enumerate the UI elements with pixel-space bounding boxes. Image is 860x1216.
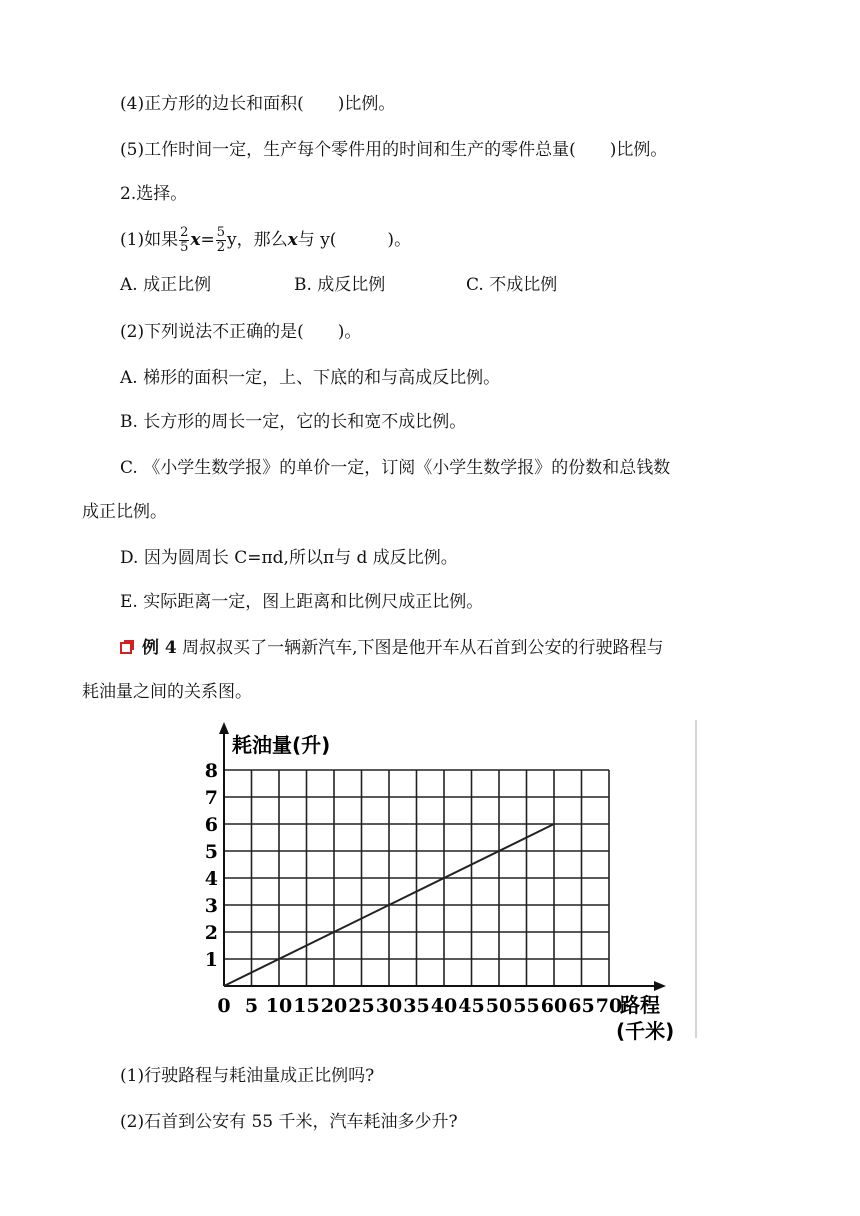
equals-sign: = xyxy=(200,230,215,250)
variable-x: x xyxy=(287,230,298,250)
y-tick-label: 6 xyxy=(204,814,218,836)
y-tick-label: 2 xyxy=(204,922,218,944)
choice-question-1 xyxy=(120,224,411,256)
y-axis-arrow-icon xyxy=(219,722,229,734)
q1-option-b: B. 成反比例 xyxy=(294,275,386,295)
x-axis-unit: (千米) xyxy=(616,1019,675,1042)
y-tick-label: 7 xyxy=(204,787,218,809)
fuel-distance-chart xyxy=(180,712,700,1042)
fraction-numerator: 5 xyxy=(216,225,226,240)
q2-option-e: E. 实际距离一定，图上距离和比例尺成正比例。 xyxy=(120,592,484,612)
example-4-line1 xyxy=(120,636,664,660)
variable-x: x xyxy=(190,230,201,250)
q2-option-d: D. 因为圆周长 C=πd,所以π与 d 成反比例。 xyxy=(120,548,458,568)
x-tick-label: 25 xyxy=(348,995,375,1017)
example-4-text: 周叔叔买了一辆新汽车,下图是他开车从石首到公安的行驶路程与 xyxy=(176,638,664,658)
fraction-numerator: 2 xyxy=(180,225,189,240)
section-2-heading: 2.选择。 xyxy=(120,184,188,204)
x-tick-label: 65 xyxy=(568,995,595,1017)
chart-axes xyxy=(219,722,666,991)
chart-grid xyxy=(224,770,609,986)
chart-labels xyxy=(205,733,675,1042)
x-tick-label: 55 xyxy=(513,995,540,1017)
q1-option-a: A. 成正比例 xyxy=(120,275,212,295)
sub-question-1: (1)行驶路程与耗油量成正比例吗? xyxy=(120,1066,375,1086)
question-4: (4)正方形的边长和面积( )比例。 xyxy=(120,94,396,114)
fraction-five-halves xyxy=(216,226,226,255)
fraction-denominator: 2 xyxy=(216,240,226,255)
x-tick-label: 35 xyxy=(403,995,430,1017)
x-tick-label: 20 xyxy=(320,995,348,1017)
x-tick-label: 0 xyxy=(217,995,231,1017)
q1-option-c: C. 不成比例 xyxy=(466,275,558,295)
y-tick-label: 3 xyxy=(204,895,218,917)
q1-end: 与 y( )。 xyxy=(297,230,412,250)
q1-middle: y，那么 xyxy=(227,230,288,250)
x-tick-label: 15 xyxy=(293,995,320,1017)
choice-question-2: (2)下列说法不正确的是( )。 xyxy=(120,322,362,342)
x-tick-label: 45 xyxy=(458,995,485,1017)
q1-prefix: (1)如果 xyxy=(120,230,179,250)
q2-option-a: A. 梯形的面积一定，上、下底的和与高成反比例。 xyxy=(120,368,501,388)
y-tick-label: 5 xyxy=(204,841,218,863)
x-tick-label: 5 xyxy=(244,995,259,1017)
sub-question-2: (2)石首到公安有 55 千米，汽车耗油多少升? xyxy=(120,1112,458,1132)
x-tick-label: 50 xyxy=(485,995,513,1017)
q2-option-b: B. 长方形的周长一定，它的长和宽不成比例。 xyxy=(120,412,467,432)
q2-option-c-line2: 成正比例。 xyxy=(82,502,167,522)
y-axis-title: 耗油量(升) xyxy=(232,733,331,757)
x-tick-label: 40 xyxy=(430,995,458,1017)
y-tick-label: 8 xyxy=(204,760,218,782)
example-4-line2: 耗油量之间的关系图。 xyxy=(82,682,252,702)
y-tick-label: 1 xyxy=(204,949,218,971)
example-4-label: 例 4 xyxy=(142,638,177,658)
example-marker-icon xyxy=(120,642,132,654)
x-tick-label: 10 xyxy=(265,995,293,1017)
fraction-denominator: 5 xyxy=(180,240,189,255)
q2-option-c-line1: C. 《小学生数学报》的单价一定，订阅《小学生数学报》的份数和总钱数 xyxy=(120,458,671,478)
x-tick-label: 60 xyxy=(540,995,568,1017)
x-tick-label: 70 xyxy=(595,995,623,1017)
x-tick-label: 30 xyxy=(375,995,403,1017)
y-tick-label: 4 xyxy=(204,868,218,890)
x-axis-arrow-icon xyxy=(654,981,666,991)
fraction-two-fifths xyxy=(179,226,189,255)
x-axis-title: 路程 xyxy=(620,993,660,1017)
question-5: (5)工作时间一定，生产每个零件用的时间和生产的零件总量( )比例。 xyxy=(120,140,668,160)
